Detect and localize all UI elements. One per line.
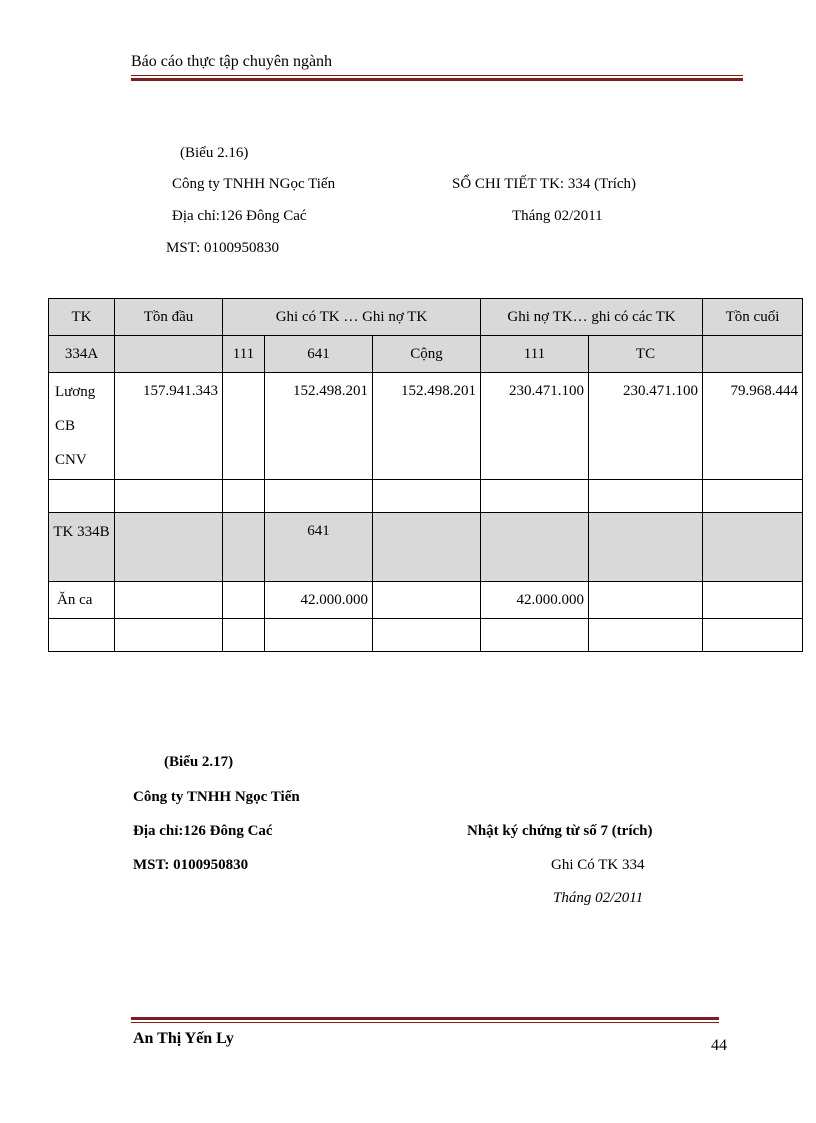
header-tc: TC — [589, 336, 703, 373]
cell-an-ca-n111: 42.000.000 — [481, 582, 589, 619]
table-row-empty — [49, 619, 803, 652]
ledger-title: SỔ CHI TIẾT TK: 334 (Trích) — [452, 176, 637, 192]
header-ghi-co: Ghi có TK … Ghi nợ TK — [223, 299, 481, 336]
cell-ton-dau: 157.941.343 — [115, 373, 223, 480]
header-ghi-no: Ghi nợ TK… ghi có các TK — [481, 299, 703, 336]
header-blank — [115, 336, 223, 373]
company-address: Địa chỉ:126 Đông Cać — [172, 208, 307, 224]
ledger-month: Tháng 02/2011 — [512, 208, 603, 224]
company-mst-2: MST: 0100950830 — [133, 857, 249, 873]
cell-c111 — [223, 373, 265, 480]
table-row — [49, 582, 803, 619]
company-name: Công ty TNHH NGọc Tiến — [172, 176, 336, 192]
company-mst: MST: 0100950830 — [166, 240, 280, 256]
header-blank — [703, 336, 803, 373]
cell-n111: 230.471.100 — [481, 373, 589, 480]
header-ton-dau: Tồn đầu — [115, 299, 223, 336]
header-334b-c641: 641 — [265, 513, 373, 582]
header-c111: 111 — [223, 336, 265, 373]
cell-c641: 152.498.201 — [265, 373, 373, 480]
cell-ton-cuoi: 79.968.444 — [703, 373, 803, 480]
header-n111: 111 — [481, 336, 589, 373]
table-header-row-1 — [49, 299, 803, 336]
form-label-2-16: (Biểu 2.16) — [180, 145, 249, 161]
header-c641: 641 — [265, 336, 373, 373]
header-rule-thick — [131, 78, 743, 81]
row-name-luong: Lương CB CNV — [49, 373, 115, 480]
header-334b: TK 334B — [49, 513, 115, 582]
table-section-334b — [49, 513, 803, 582]
company-name-2: Công ty TNHH Ngọc Tiến — [133, 789, 300, 805]
table-row — [49, 373, 803, 480]
journal-subtitle: Ghi Có TK 334 — [551, 857, 645, 873]
header-334a: 334A — [49, 336, 115, 373]
footer-rule-thin — [131, 1022, 719, 1023]
table-header-row-2 — [49, 336, 803, 373]
header-ton-cuoi: Tồn cuối — [703, 299, 803, 336]
journal-month: Tháng 02/2011 — [553, 890, 644, 906]
cell-cong: 152.498.201 — [373, 373, 481, 480]
ledger-table — [48, 298, 803, 652]
page-number: 44 — [711, 1037, 727, 1054]
footer-rule-thick — [131, 1017, 719, 1020]
company-address-2: Địa chỉ:126 Đông Cać — [133, 823, 273, 839]
author-name: An Thị Yến Ly — [133, 1030, 234, 1047]
journal-title: Nhật ký chứng từ số 7 (trích) — [467, 823, 653, 839]
header-rule-thin — [131, 75, 743, 76]
header-cong: Cộng — [373, 336, 481, 373]
table-row-empty — [49, 480, 803, 513]
cell-tc: 230.471.100 — [589, 373, 703, 480]
cell-an-ca-c641: 42.000.000 — [265, 582, 373, 619]
row-name-an-ca: Ăn ca — [49, 582, 115, 619]
header-tk: TK — [49, 299, 115, 336]
form-label-2-17: (Biểu 2.17) — [164, 754, 234, 770]
report-header-title: Báo cáo thực tập chuyên ngành — [131, 53, 333, 70]
